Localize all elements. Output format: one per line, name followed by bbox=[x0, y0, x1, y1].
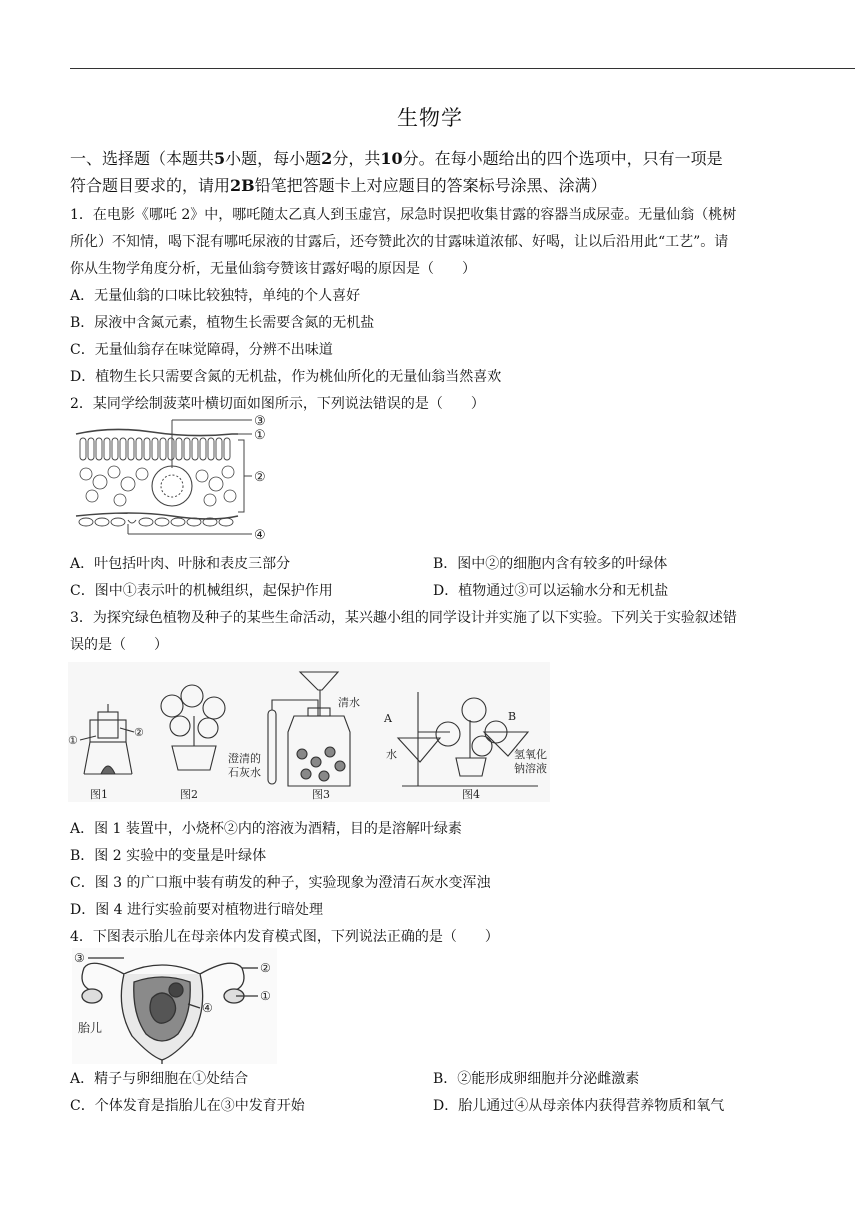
q3-stem-line: 误的是（ ） bbox=[70, 637, 168, 653]
section-text: 小题，每小题 bbox=[225, 149, 322, 168]
fig4-label-naoh: 氢氧化 bbox=[514, 748, 547, 761]
q2-option-a: A．叶包括叶肉、叶脉和表皮三部分 bbox=[70, 556, 291, 572]
section-heading-line1 bbox=[70, 146, 723, 169]
section-text: 铅笔把答题卡上对应题目的答案标号涂黑、涂满） bbox=[254, 176, 607, 195]
figure-label-2: ② bbox=[260, 961, 271, 975]
figure-label-1: ① bbox=[254, 428, 266, 443]
figure-label-fetus: 胎儿 bbox=[78, 1021, 103, 1035]
fig4-label-a: A bbox=[384, 712, 392, 725]
q3-stem-line: 3．为探究绿色植物及种子的某些生命活动，某兴趣小组的同学设计并实施了以下实验。下列关于实验叙述错 bbox=[70, 610, 737, 626]
q4-option-b: B．②能形成卵细胞并分泌雌激素 bbox=[433, 1071, 640, 1087]
fig2-caption: 图2 bbox=[180, 788, 198, 801]
section-num: 10 bbox=[380, 149, 403, 168]
q1-stem-line: 你从生物学角度分析，无量仙翁夸赞该甘露好喝的原因是（ ） bbox=[70, 261, 476, 277]
figure-label-3: ③ bbox=[254, 414, 266, 429]
experiment-figures bbox=[68, 662, 550, 802]
section-num: 2B bbox=[230, 176, 255, 195]
q2-option-b: B．图中②的细胞内含有较多的叶绿体 bbox=[433, 556, 668, 572]
section-text: 一、选择题（本题共 bbox=[70, 149, 215, 168]
fig1-caption: 图1 bbox=[90, 788, 108, 801]
q1-option-d: D．植物生长只需要含氮的无机盐，作为桃仙所化的无量仙翁当然喜欢 bbox=[70, 369, 502, 385]
fig4-caption: 图4 bbox=[462, 788, 480, 801]
q3-option-c: C．图 3 的广口瓶中装有萌发的种子，实验现象为澄清石灰水变浑浊 bbox=[70, 875, 491, 891]
q1-stem-line: 所化）不知情，喝下混有哪吒尿液的甘露后，还夸赞此次的甘露味道浓郁、好喝，让以后沿用此“工艺”。请 bbox=[70, 234, 729, 250]
q3-option-a: A．图 1 装置中，小烧杯②内的溶液为酒精，目的是溶解叶绿素 bbox=[70, 821, 462, 837]
section-text: 分，共 bbox=[332, 149, 381, 168]
figure-label-2: ② bbox=[254, 470, 266, 485]
fig1-label-1: ① bbox=[68, 734, 78, 747]
q1-option-a: A．无量仙翁的口味比较独特，单纯的个人喜好 bbox=[70, 288, 361, 304]
figure-label-4: ④ bbox=[254, 528, 266, 542]
section-heading-line2 bbox=[70, 173, 607, 196]
leaf-cross-section-figure bbox=[72, 412, 277, 542]
section-text: 分。在每小题给出的四个选项中，只有一项是 bbox=[402, 149, 723, 168]
q2-option-d: D．植物通过③可以运输水分和无机盐 bbox=[433, 583, 669, 599]
section-num: 5 bbox=[214, 149, 226, 168]
figure-label-3: ③ bbox=[74, 951, 85, 965]
figure-label-1: ① bbox=[260, 989, 271, 1003]
page-title: 生物学 bbox=[397, 106, 463, 130]
fig1-label-2: ② bbox=[134, 726, 144, 739]
fig4-label-water: 水 bbox=[386, 748, 397, 761]
figure-label-4: ④ bbox=[202, 1001, 213, 1015]
fig3-label-water: 清水 bbox=[338, 696, 360, 709]
fetus-uterus-figure bbox=[72, 948, 277, 1064]
q4-stem: 4．下图表示胎儿在母亲体内发育模式图，下列说法正确的是（ ） bbox=[70, 929, 499, 945]
fig3-label-limewater: 石灰水 bbox=[228, 766, 261, 779]
section-num: 2 bbox=[321, 149, 333, 168]
q3-option-d: D．图 4 进行实验前要对植物进行暗处理 bbox=[70, 902, 324, 918]
q4-option-c: C．个体发育是指胎儿在③中发育开始 bbox=[70, 1098, 305, 1114]
section-text: 符合题目要求的，请用 bbox=[70, 176, 231, 195]
q3-option-b: B．图 2 实验中的变量是叶绿体 bbox=[70, 848, 267, 864]
q4-option-d: D．胎儿通过④从母亲体内获得营养物质和氧气 bbox=[433, 1098, 725, 1114]
q1-option-b: B．尿液中含氮元素，植物生长需要含氮的无机盐 bbox=[70, 315, 375, 331]
fig4-label-b: B bbox=[508, 710, 517, 723]
q2-option-c: C．图中①表示叶的机械组织，起保护作用 bbox=[70, 583, 333, 599]
fig4-label-naoh: 钠溶液 bbox=[514, 762, 547, 775]
q4-option-a: A．精子与卵细胞在①处结合 bbox=[70, 1071, 249, 1087]
q1-stem-line: 1．在电影《哪吒 2》中，哪吒随太乙真人到玉虚宫，尿急时误把收集甘露的容器当成尿壶。无量仙翁（桃树 bbox=[70, 207, 737, 223]
fig3-label-limewater: 澄清的 bbox=[228, 752, 261, 765]
q1-option-c: C．无量仙翁存在味觉障碍，分辨不出味道 bbox=[70, 342, 333, 358]
header-rule bbox=[70, 68, 855, 69]
fig3-caption: 图3 bbox=[312, 788, 330, 801]
q2-stem: 2．某同学绘制菠菜叶横切面如图所示，下列说法错误的是（ ） bbox=[70, 396, 485, 412]
